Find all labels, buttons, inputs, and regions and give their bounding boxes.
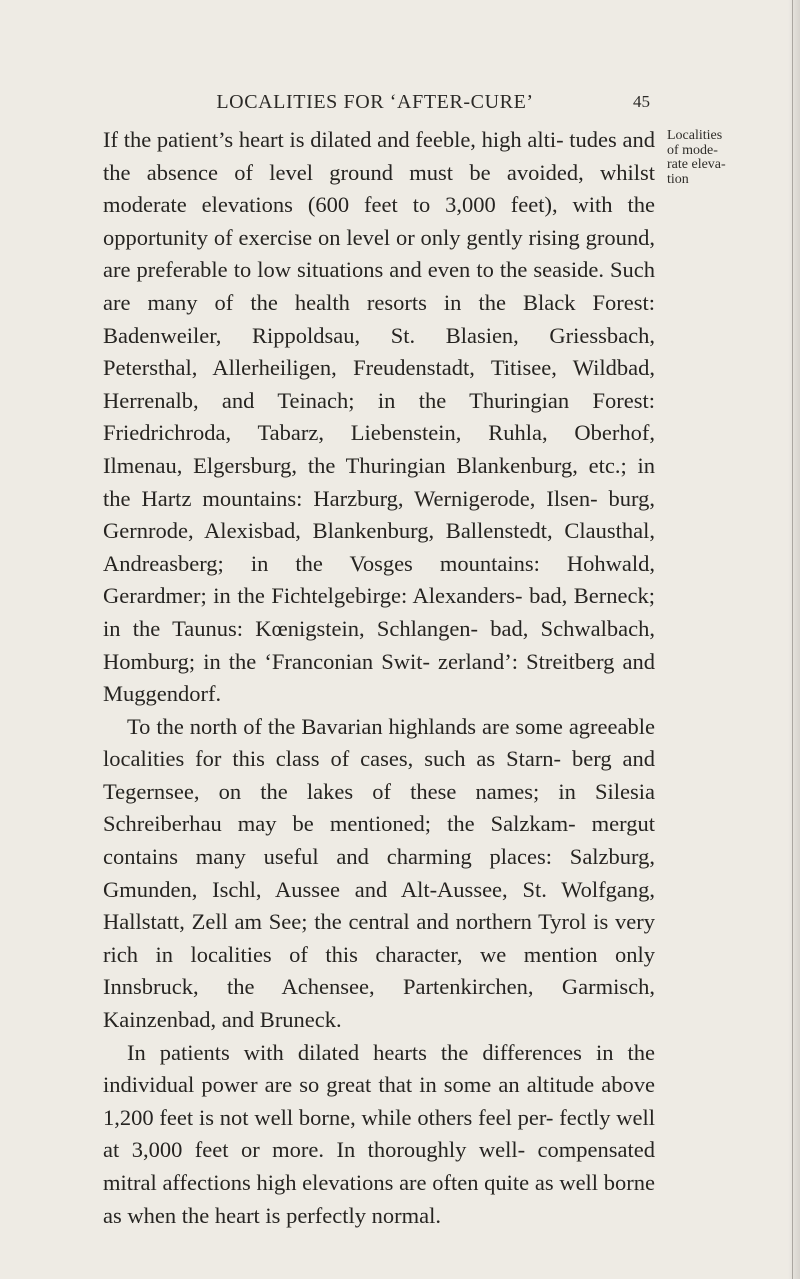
body-text: [103, 124, 655, 1232]
page-number: 45: [633, 92, 650, 111]
paragraph: In patients with dilated hearts the differences in the individual power are so great that in some an altitude above 1,200 feet is not well borne, while others feel per- fectly well at 3,000 feet or more. In thoroughly well- compensated mitral affections high elevations are often quite as well borne as when the heart is perfectly normal.: [103, 1039, 655, 1228]
page-edge-line: [792, 0, 793, 1279]
running-head: LOCALITIES FOR ‘AFTER-CURE’: [216, 91, 534, 113]
marginal-note: [667, 129, 767, 187]
marginal-note-line: tion: [667, 171, 689, 187]
marginal-note-line: of mode-: [667, 142, 718, 158]
paragraph: To the north of the Bavarian highlands are some agreeable localities for this class of cases, such as Starn- berg and Tegernsee, on the lakes of these names; in Silesia Schreiberhau may be mentioned; the Salzkam- mergut contains many useful and charming places: Salzburg, Gmunden, Ischl, Aussee and Alt-Aussee, St. Wolfgang, Hallstatt, Zell am See; the central and northern Tyrol is very rich in localities of this character, we mention only Innsbruck, the Achensee, Partenkirchen, Garmisch, Kainzenbad, and Bruneck.: [103, 713, 655, 1033]
page-edge-shadow: [788, 0, 800, 1279]
paragraph: If the patient’s heart is dilated and feeble, high alti- tudes and the absence of level ground must be avoided, whilst moderate elevations (600 feet to 3,000 feet), with the opportunity of exercise on level or only gently rising ground, are preferable to low situations and even to the seaside. Such are many of the health resorts in the Black Forest: Badenweiler, Rippoldsau, St. Blasien, Griessbach, Petersthal, Allerheiligen, Freudenstadt, Titisee, Wildbad, Herrenalb, and Teinach; in the Thuringian Forest: Friedrichroda, Tabarz, Liebenstein, Ruhla, Oberhof, Ilmenau, Elgersburg, the Thuringian Blankenburg, etc.; in the Hartz mountains: Harzburg, Wernigerode, Ilsen- burg, Gernrode, Alexisbad, Blankenburg, Ballenstedt, Clausthal, Andreasberg; in the Vosges mountains: Hohwald, Gerardmer; in the Fichtelgebirge: Alexanders- bad, Berneck; in the Taunus: Kœnigstein, Schlangen- bad, Schwalbach, Homburg; in the ‘Franconian Swit- zerland’: Streitberg and Muggendorf.: [103, 127, 655, 707]
marginal-note-line: Localities: [667, 128, 723, 143]
marginal-note-line: rate eleva-: [667, 157, 726, 172]
